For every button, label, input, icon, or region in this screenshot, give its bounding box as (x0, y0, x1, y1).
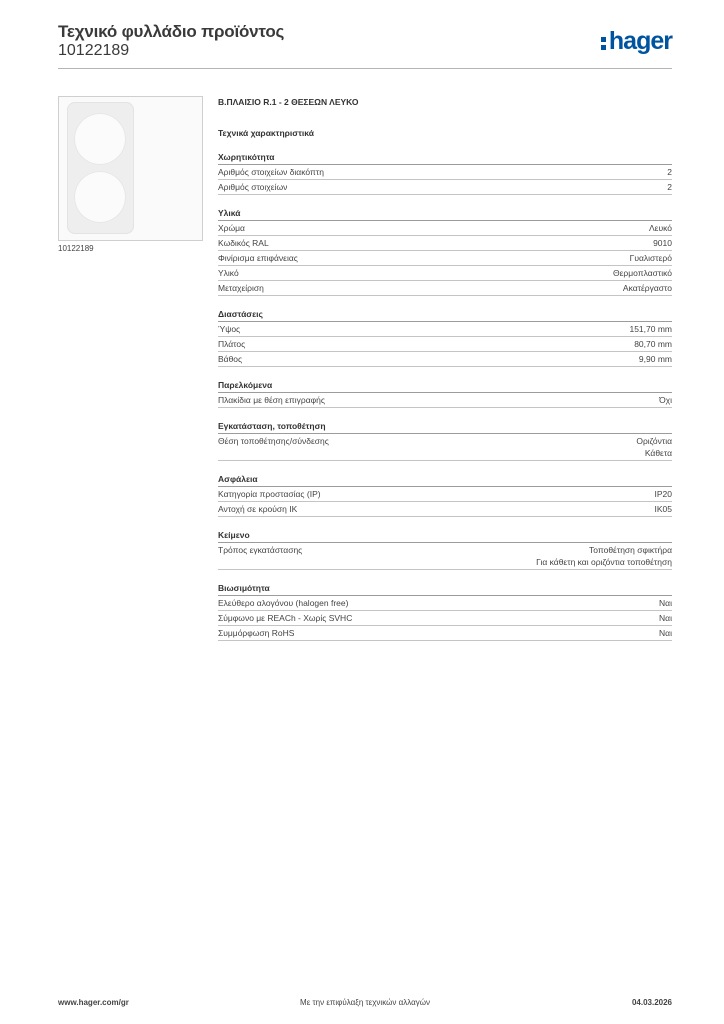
spec-row (218, 221, 672, 236)
spec-value: Τοποθέτηση σφικτήρα Για κάθετη και οριζόντια τοποθέτηση (536, 545, 672, 567)
spec-group (218, 207, 672, 296)
spec-value: 80,70 mm (634, 339, 672, 349)
spec-row (218, 322, 672, 337)
spec-label: Υλικό (218, 268, 239, 278)
spec-group-title: Παρελκόμενα (218, 379, 672, 393)
spec-value: 9010 (653, 238, 672, 248)
spec-row (218, 180, 672, 195)
spec-value: Οριζόντια Κάθετα (636, 436, 672, 458)
spec-row (218, 487, 672, 502)
hager-logo (601, 28, 672, 54)
spec-label: Συμμόρφωση RoHS (218, 628, 295, 638)
spec-row (218, 502, 672, 517)
spec-row (218, 266, 672, 281)
spec-group (218, 529, 672, 570)
spec-value: Γυαλιστερό (629, 253, 672, 263)
spec-label: Θέση τοποθέτησης/σύνδεσης (218, 436, 329, 446)
spec-label: Ύψος (218, 324, 241, 334)
spec-label: Βάθος (218, 354, 243, 364)
spec-row (218, 281, 672, 296)
spec-label: Σύμφωνο με REACh - Χωρίς SVHC (218, 613, 353, 623)
spec-group-title: Κείμενο (218, 529, 672, 543)
spec-value: Ακατέργαστο (622, 283, 672, 293)
spec-row (218, 251, 672, 266)
footer-notice: Με την επιφύλαξη τεχνικών αλλαγών (300, 998, 430, 1007)
spec-row (218, 543, 672, 570)
header-divider (58, 68, 672, 69)
footer-url[interactable]: www.hager.com/gr (58, 998, 129, 1007)
spec-group (218, 151, 672, 195)
spec-value: 9,90 mm (638, 354, 672, 364)
spec-group (218, 379, 672, 408)
spec-value: Ναι (659, 613, 672, 623)
spec-group (218, 420, 672, 461)
spec-group (218, 582, 672, 641)
spec-row (218, 337, 672, 352)
spec-label: Αντοχή σε κρούση IK (218, 504, 298, 514)
spec-group (218, 473, 672, 517)
spec-value: Λευκό (649, 223, 672, 233)
document-header (58, 22, 672, 68)
spec-group-title: Βιωσιμότητα (218, 582, 672, 596)
spec-label: Κατηγορία προστασίας (IP) (218, 489, 321, 499)
spec-group (218, 308, 672, 367)
spec-row (218, 165, 672, 180)
frame-opening-bottom (74, 171, 126, 223)
footer-date: 04.03.2026 (631, 998, 672, 1007)
spec-label: Μεταχείριση (218, 283, 264, 293)
spec-value: IP20 (654, 489, 672, 499)
spec-group-title: Εγκατάσταση, τοποθέτηση (218, 420, 672, 434)
spec-label: Αριθμός στοιχείων (218, 182, 288, 192)
spec-row (218, 393, 672, 408)
spec-label: Χρώμα (218, 223, 245, 233)
spec-row (218, 626, 672, 641)
spec-group-title: Διαστάσεις (218, 308, 672, 322)
section-title: Τεχνικά χαρακτηριστικά (218, 128, 314, 138)
spec-group-title: Χωρητικότητα (218, 151, 672, 165)
spec-value: Ναι (659, 628, 672, 638)
spec-value: Όχι (659, 395, 672, 405)
spec-row (218, 434, 672, 461)
spec-value: 2 (667, 167, 672, 177)
spec-value: Ναι (659, 598, 672, 608)
spec-value: IK05 (654, 504, 672, 514)
double-frame-illustration (67, 102, 134, 234)
spec-label: Πλακίδια με θέση επιγραφής (218, 395, 325, 405)
spec-group-title: Ασφάλεια (218, 473, 672, 487)
spec-content (218, 97, 672, 641)
spec-value: 2 (667, 182, 672, 192)
spec-row (218, 352, 672, 367)
logo-text: hager (608, 27, 672, 55)
spec-label: Τρόπος εγκατάστασης (218, 545, 303, 555)
spec-value: Θερμοπλαστικό (612, 268, 672, 278)
spec-label: Πλάτος (218, 339, 246, 349)
frame-opening-top (74, 113, 126, 165)
spec-label: Κωδικός RAL (218, 238, 269, 248)
spec-row (218, 596, 672, 611)
spec-groups (218, 151, 672, 641)
image-caption: 10122189 (58, 244, 94, 253)
logo-dots-icon (601, 37, 606, 50)
spec-label: Αριθμός στοιχείων διακόπτη (218, 167, 324, 177)
product-image (58, 96, 203, 241)
product-number: 10122189 (58, 42, 130, 59)
document-title: Τεχνικό φυλλάδιο προϊόντος (58, 22, 285, 41)
spec-value: 151,70 mm (629, 324, 672, 334)
spec-row (218, 611, 672, 626)
spec-group-title: Υλικά (218, 207, 672, 221)
spec-row (218, 236, 672, 251)
spec-label: Φινίρισμα επιφάνειας (218, 253, 298, 263)
product-name: Β.ΠΛΑΙΣΙΟ R.1 - 2 ΘΕΣΕΩΝ ΛΕΥΚΟ (218, 97, 359, 107)
spec-label: Ελεύθερο αλογόνου (halogen free) (218, 598, 349, 608)
